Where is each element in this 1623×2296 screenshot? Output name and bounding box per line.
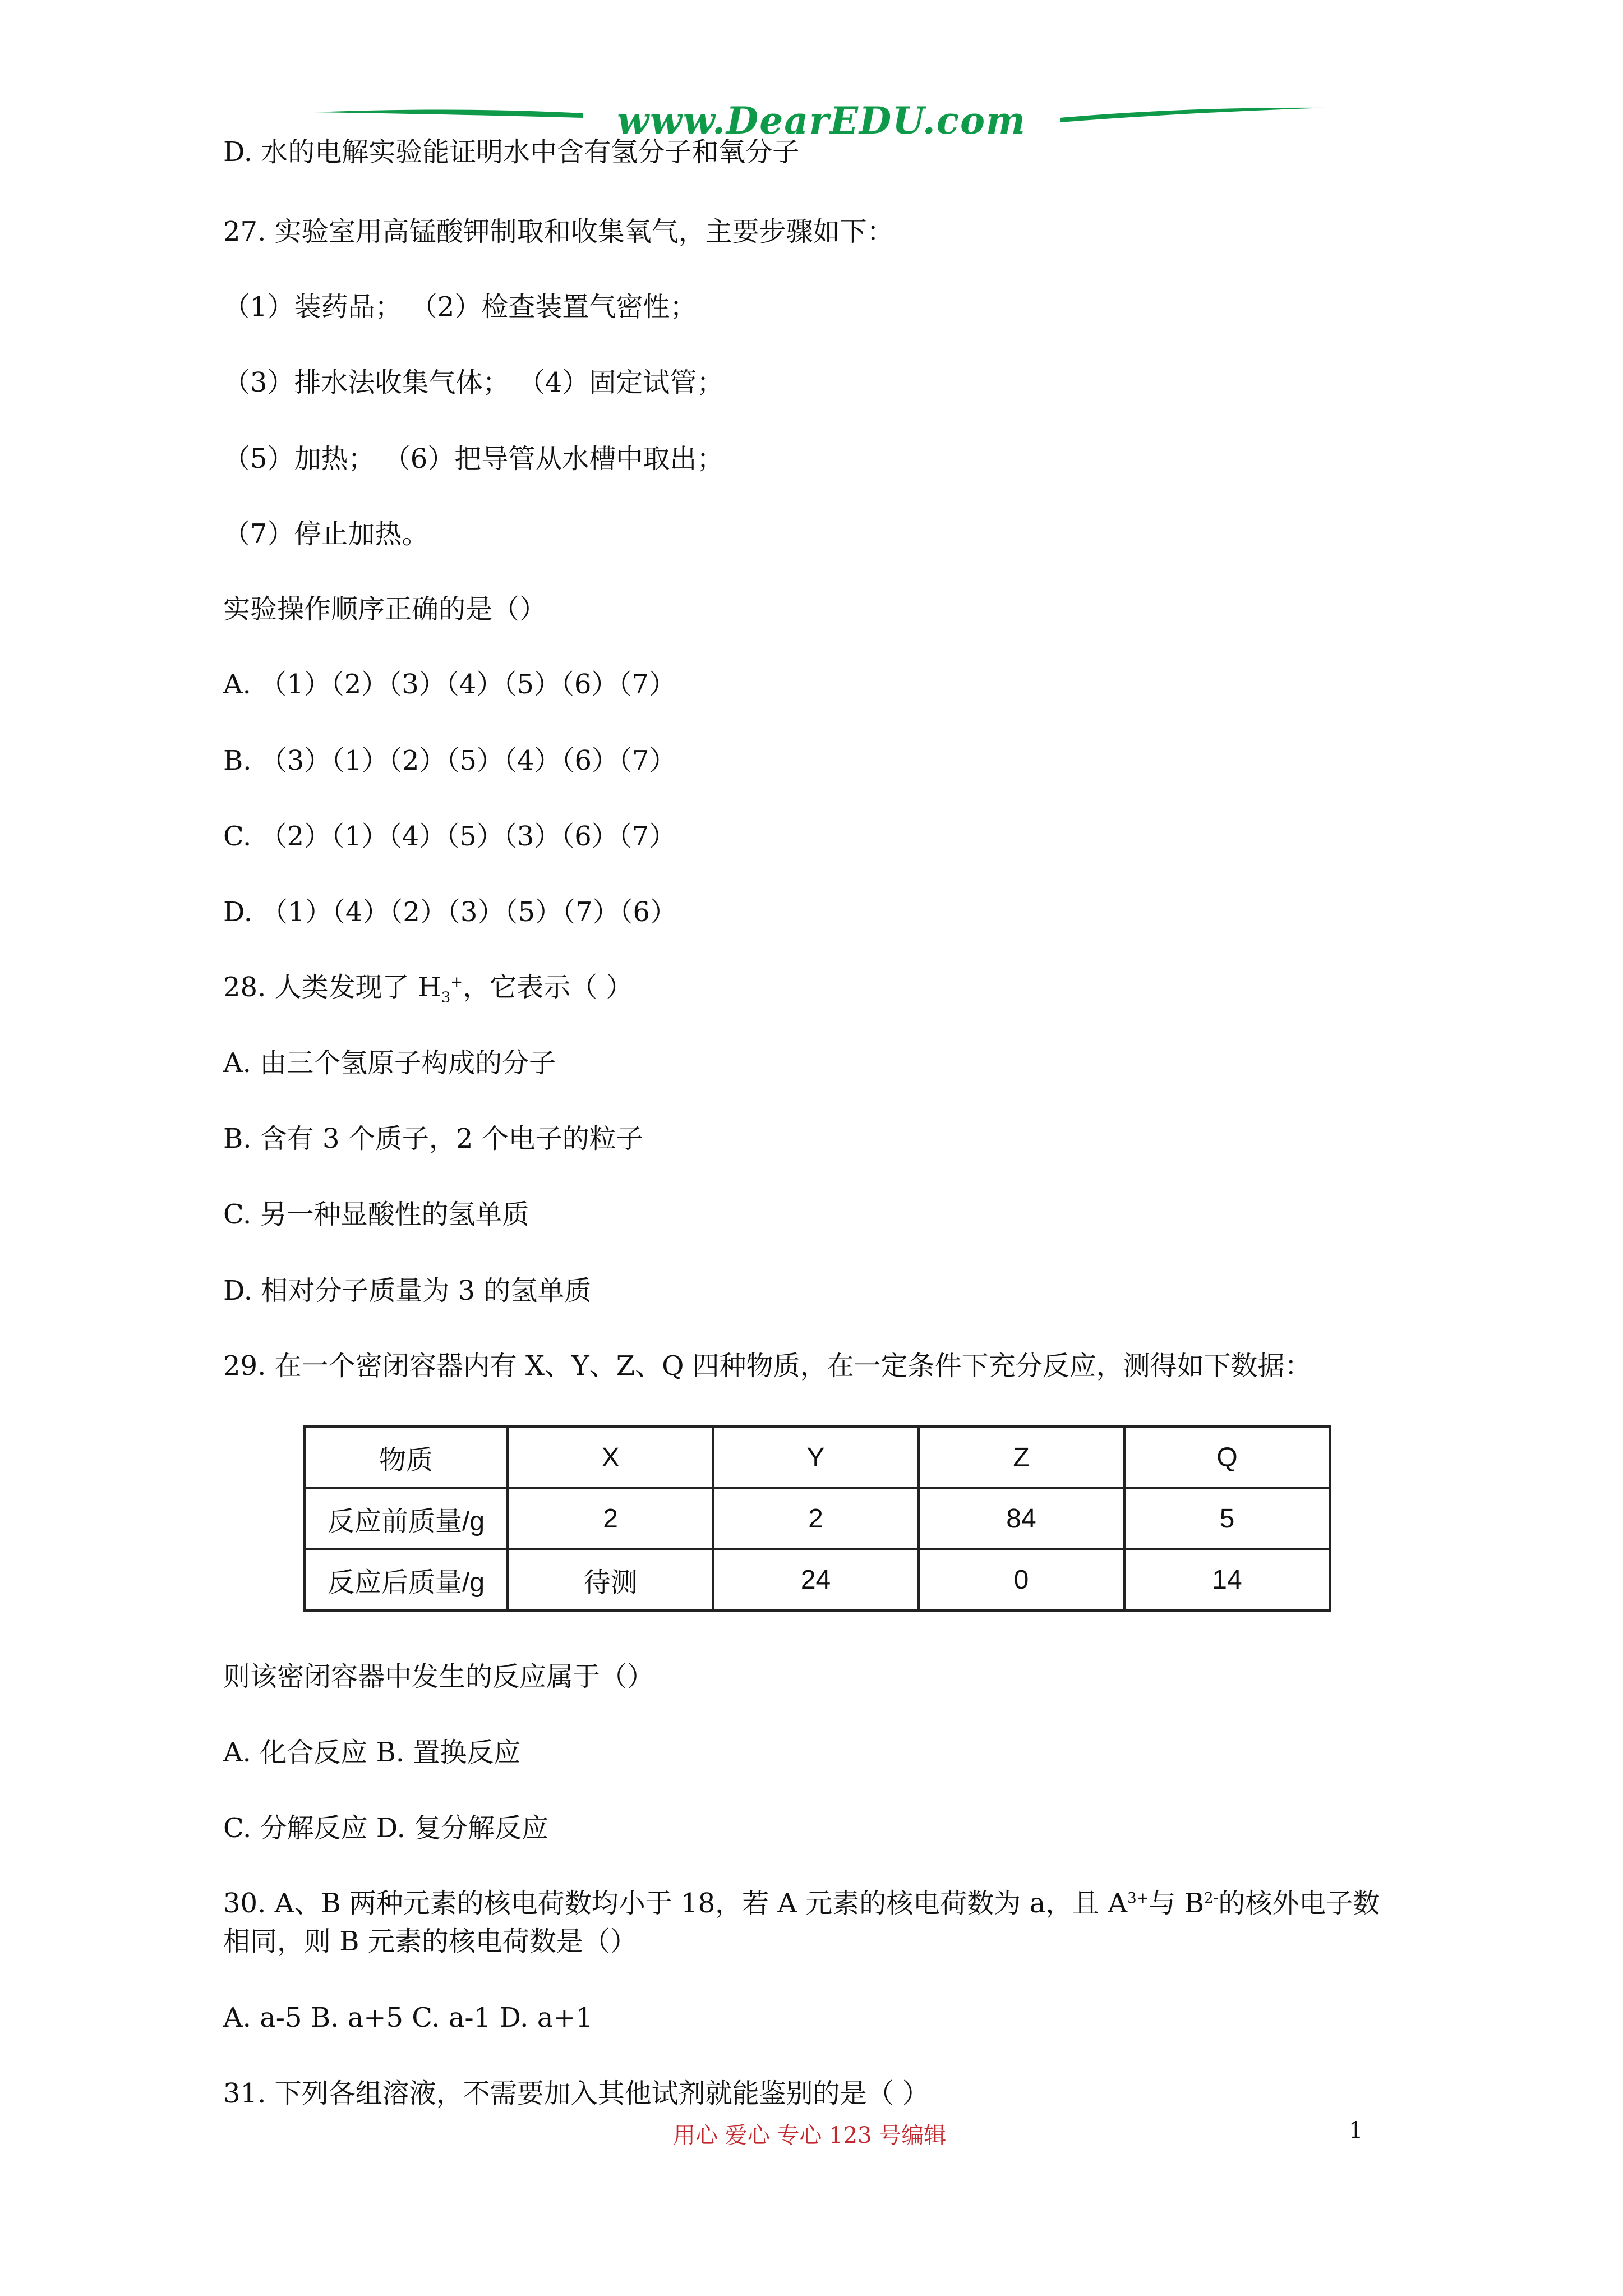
table-cell: 14 [1124, 1549, 1330, 1611]
table-cell: 5 [1124, 1488, 1330, 1549]
table-header-cell: Z [919, 1427, 1124, 1488]
table-cell: 24 [713, 1549, 919, 1611]
table-row [305, 1488, 1330, 1549]
page-number: 1 [1349, 2118, 1363, 2143]
table-header-cell: X [508, 1427, 713, 1488]
q26-option-d: D. 水的电解实验能证明水中含有氢分子和氧分子 [223, 136, 800, 168]
table-cell: 84 [919, 1488, 1124, 1549]
table-cell: 2 [713, 1488, 919, 1549]
q30-options: A. a-5 B. a+5 C. a-1 D. a+1 [223, 2002, 593, 2033]
table-header-cell: Y [713, 1427, 919, 1488]
q28-option-a: A. 由三个氢原子构成的分子 [223, 1047, 556, 1079]
q28-option-c: C. 另一种显酸性的氢单质 [223, 1199, 529, 1230]
q27-question: 实验操作顺序正确的是（） [223, 593, 547, 625]
q27-option-b: B. （3）（1）（2）（5）（4）（6）（7） [223, 745, 676, 776]
q31-stem: 31. 下列各组溶液，不需要加入其他试剂就能鉴别的是（ ） [223, 2078, 929, 2109]
q30-stem-line-1: 30. A、B 两种元素的核电荷数均小于 18，若 A 元素的核电荷数为 a，且 $A^{3+}$与 $B^{2-}$的核外电子数 [223, 1888, 1380, 1919]
q29-options-ab: A. 化合反应 B. 置换反应 [223, 1737, 521, 1768]
table-header-row [305, 1427, 1330, 1488]
q28-stem: 28. 人类发现了 $H_3^+$，它表示（ ） [223, 972, 633, 1006]
q27-option-a: A. （1）（2）（3）（4）（5）（6）（7） [223, 669, 676, 700]
site-logo-text: www.DearEDU.com [617, 99, 1026, 142]
q27-stem: 27. 实验室用高锰酸钾制取和收集氧气，主要步骤如下： [223, 216, 894, 247]
mass-data-table [303, 1425, 1331, 1612]
q28-option-d: D. 相对分子质量为 3 的氢单质 [223, 1275, 592, 1306]
table-header-cell: 物质 [305, 1427, 508, 1488]
table-cell: 0 [919, 1549, 1124, 1611]
table-row [305, 1549, 1330, 1611]
q28-option-b: B. 含有 3 个质子，2 个电子的粒子 [223, 1123, 643, 1154]
q29-options-cd: C. 分解反应 D. 复分解反应 [223, 1812, 549, 1844]
table-cell: 待测 [508, 1549, 713, 1611]
q27-step-line-3: （5）加热； （6）把导管从水槽中取出； [223, 443, 724, 475]
q29-question: 则该密闭容器中发生的反应属于（） [223, 1661, 654, 1692]
q27-step-line-2: （3）排水法收集气体； （4）固定试管； [223, 367, 724, 398]
q27-step-line-1: （1）装药品； （2）检查装置气密性； [223, 291, 697, 323]
footer-credit: 用心 爱心 专心 123 号编辑 [673, 2123, 947, 2148]
q29-stem: 29. 在一个密闭容器内有 X、Y、Z、Q 四种物质，在一定条件下充分反应，测得如下数据： [223, 1350, 1312, 1382]
q27-step-line-4: （7）停止加热。 [223, 518, 429, 550]
table-cell: 2 [508, 1488, 713, 1549]
q30-stem-line-2: 相同，则 B 元素的核电荷数是（） [223, 1926, 637, 1957]
table-cell: 反应后质量/g [305, 1549, 508, 1611]
q27-option-c: C. （2）（1）（4）（5）（3）（6）（7） [223, 821, 676, 852]
table-cell: 反应前质量/g [305, 1488, 508, 1549]
q27-option-d: D. （1）（4）（2）（3）（5）（7）（6） [223, 896, 677, 928]
table-header-cell: Q [1124, 1427, 1330, 1488]
